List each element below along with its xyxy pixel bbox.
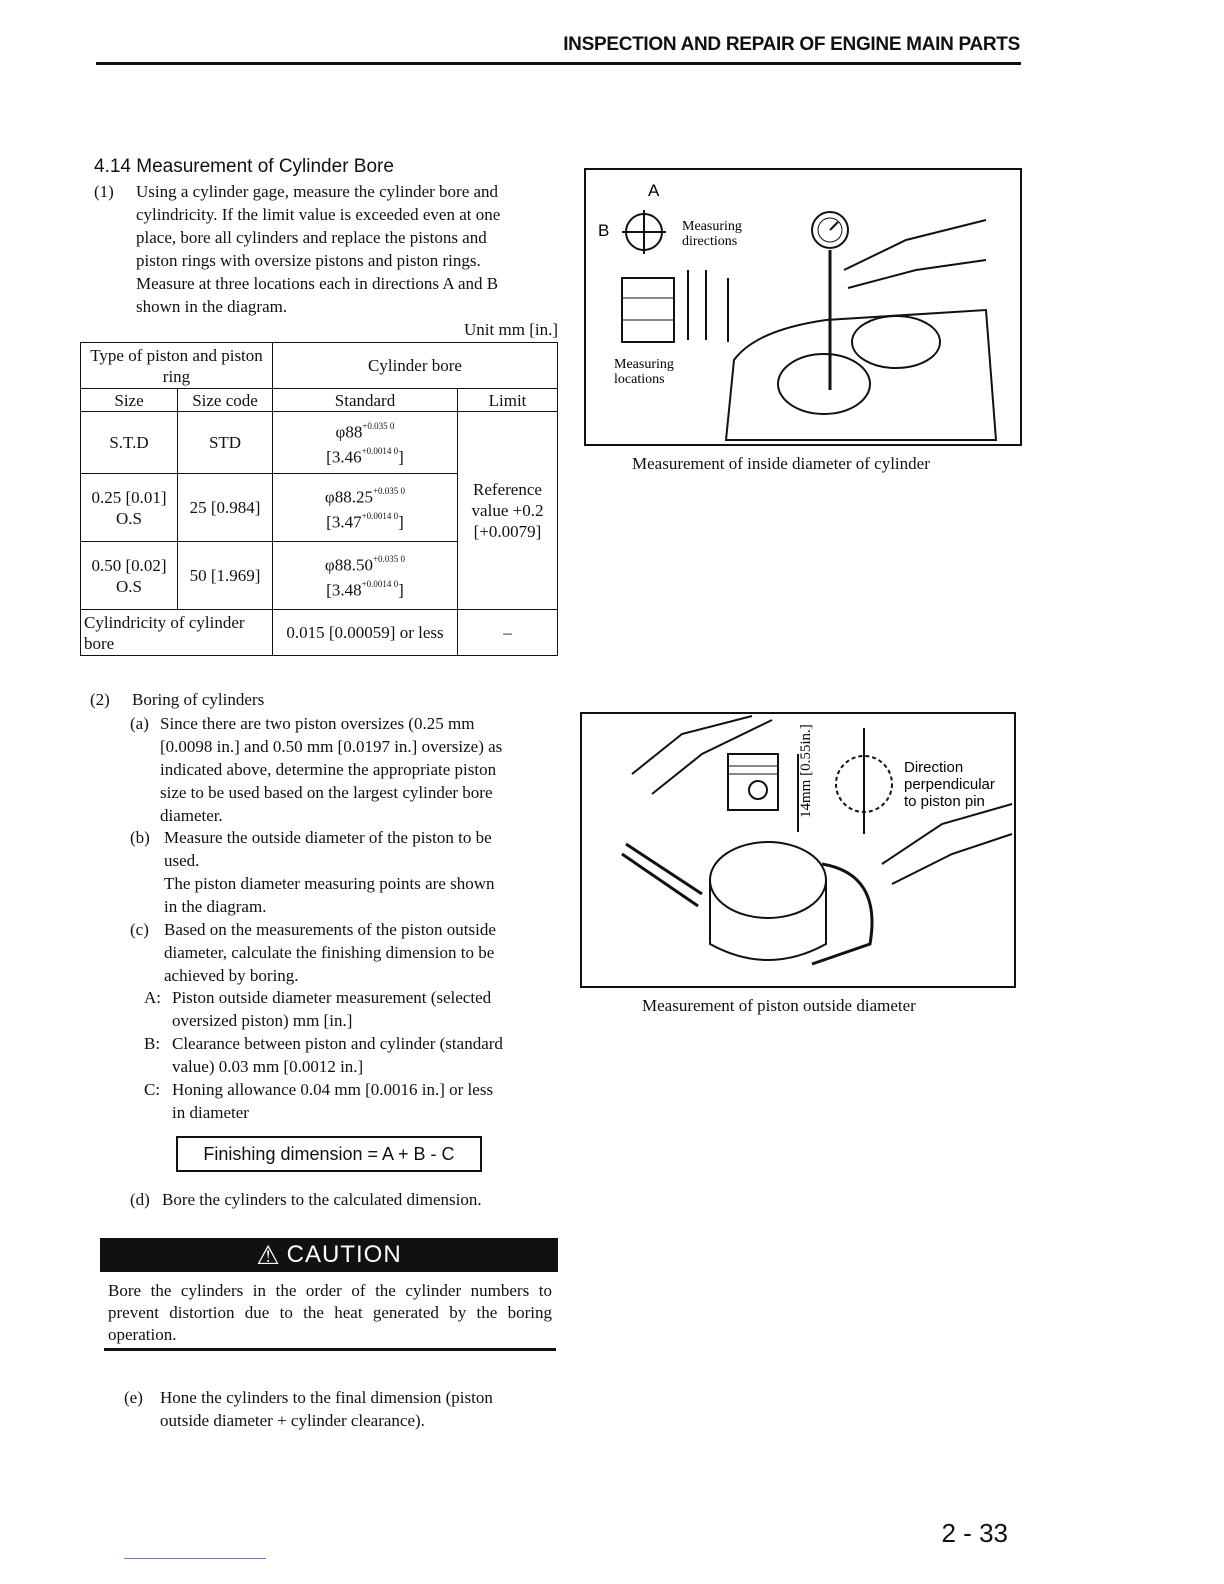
- label-a: A: [648, 181, 660, 200]
- cylinder-bore-table: [80, 342, 558, 656]
- micrometer-frame: [812, 864, 872, 964]
- step-a-line: indicated above, determine the appropriate piston: [160, 760, 497, 779]
- step-a-line: size to be used based on the largest cylinder bore: [160, 783, 493, 802]
- step1-number: (1): [94, 182, 114, 201]
- standard-in: [3.48: [326, 580, 362, 600]
- cylinder-gauge-illustration: [586, 170, 1020, 444]
- caution-banner: [100, 1238, 558, 1272]
- header-type: Type of piston and piston ring: [81, 343, 273, 389]
- step-c-text: [164, 918, 556, 987]
- key-a-line: Piston outside diameter measurement (selected: [172, 988, 492, 1007]
- header-rule: [96, 62, 1021, 65]
- piston-body: [710, 880, 826, 960]
- cylindricity-label: Cylindricity of cylinder bore: [81, 610, 273, 656]
- bracket-close: ]: [398, 580, 404, 600]
- piston-crown: [710, 842, 826, 918]
- right-arm: [882, 804, 1012, 884]
- locations-diagram: [622, 278, 674, 342]
- key-c-line: in diameter: [172, 1103, 249, 1122]
- step-a-line: [0.0098 in.] and 0.50 mm [0.0197 in.] oversize) as: [160, 737, 503, 756]
- footer-rule: [124, 1558, 266, 1559]
- step-b-line: Measure the outside diameter of the piston to be: [164, 828, 492, 847]
- tolerance-in: +0.0014 0: [361, 445, 399, 456]
- tolerance-in: +0.0014 0: [361, 578, 399, 589]
- tolerance-mm: +0.035 0: [372, 553, 406, 564]
- step1-line: Measure at three locations each in directions A and B: [136, 274, 499, 293]
- size-code-cell: STD: [178, 412, 273, 474]
- header-cylinder-bore: Cylinder bore: [273, 343, 558, 389]
- step-e-number: (e): [124, 1388, 143, 1407]
- size-cell: 0.50 [0.02] O.S: [81, 542, 178, 610]
- key-a: A:: [144, 988, 161, 1007]
- header-size-code: Size code: [178, 389, 273, 412]
- step-a-line: Since there are two piston oversizes (0.25 mm: [160, 714, 475, 733]
- bracket-close: ]: [398, 447, 404, 467]
- caution-text: Bore the cylinders in the order of the cylinder numbers to prevent distortion due to the heat generated by the boring operation.: [108, 1281, 552, 1344]
- standard-mm: φ88: [335, 422, 363, 442]
- measuring-directions-label: Measuring directions: [682, 219, 742, 249]
- size-code-cell: 25 [0.984]: [178, 474, 273, 542]
- running-header: INSPECTION AND REPAIR OF ENGINE MAIN PARTS: [563, 34, 1020, 55]
- step2-title: Boring of cylinders: [132, 690, 265, 709]
- key-a-text: [172, 986, 556, 1032]
- limit-cell: Reference value +0.2 [+0.0079]: [458, 412, 558, 610]
- standard-mm: φ88.25: [324, 487, 373, 507]
- step-c-number: (c): [130, 920, 149, 939]
- step2-number: (2): [90, 690, 110, 709]
- figure-piston-diameter: [580, 712, 1016, 988]
- key-b-line: value) 0.03 mm [0.0012 in.]: [172, 1057, 364, 1076]
- key-a-line: oversized piston) mm [in.]: [172, 1011, 353, 1030]
- tolerance-mm: +0.035 0: [362, 420, 395, 431]
- step-b-text: [164, 826, 556, 918]
- caution-title: CAUTION: [286, 1241, 402, 1268]
- step-b-line: The piston diameter measuring points are shown: [164, 874, 495, 893]
- step-c-line: diameter, calculate the finishing dimension to be: [164, 943, 495, 962]
- step-a-line: diameter.: [160, 806, 223, 825]
- label-b: B: [598, 221, 610, 240]
- dimension-label: 14mm [0.55in.]: [798, 724, 814, 818]
- step-e-line: Hone the cylinders to the final dimension (piston: [160, 1388, 493, 1407]
- step-c-line: achieved by boring.: [164, 966, 299, 985]
- key-b-text: [172, 1032, 556, 1078]
- size-cell: 0.25 [0.01] O.S: [81, 474, 178, 542]
- step-b-line: in the diagram.: [164, 897, 267, 916]
- caution-rule: [104, 1348, 556, 1351]
- figure-cylinder-bore: [584, 168, 1022, 446]
- bracket-close: ]: [398, 512, 404, 532]
- key-c: C:: [144, 1080, 161, 1099]
- micrometer-spindle: [622, 844, 702, 906]
- key-c-line: Honing allowance 0.04 mm [0.0016 in.] or less: [172, 1080, 494, 1099]
- header-size: Size: [81, 389, 178, 412]
- cylindricity-limit: –: [458, 610, 558, 656]
- step-d-text: Bore the cylinders to the calculated dimension.: [162, 1190, 482, 1209]
- standard-mm: φ88.50: [324, 555, 373, 575]
- key-c-text: [172, 1078, 556, 1124]
- size-code-cell: 50 [1.969]: [178, 542, 273, 610]
- tolerance-in: +0.0014 0: [361, 510, 399, 521]
- cylindricity-standard: 0.015 [0.00059] or less: [273, 610, 458, 656]
- step1-line: piston rings with oversize pistons and piston rings.: [136, 251, 481, 270]
- step1-line: place, bore all cylinders and replace the pistons and: [136, 228, 487, 247]
- standard-in: [3.46: [326, 447, 362, 467]
- standard-cell: [273, 542, 458, 610]
- finishing-dimension-formula: Finishing dimension = A + B - C: [176, 1136, 482, 1172]
- micrometer-illustration: [582, 714, 1014, 986]
- step1-line: cylindricity. If the limit value is exceeded even at one: [136, 205, 501, 224]
- standard-in: [3.47: [326, 512, 362, 532]
- figure1-caption: Measurement of inside diameter of cylinder: [632, 454, 930, 473]
- measuring-locations-label: Measuring locations: [614, 357, 674, 387]
- step-b-line: used.: [164, 851, 200, 870]
- direction-label: Direction perpendicular to piston pin: [904, 759, 995, 810]
- table-row: [81, 412, 558, 474]
- table-row: [81, 610, 558, 656]
- standard-cell: [273, 412, 458, 474]
- key-b: B:: [144, 1034, 161, 1053]
- step-e-line: outside diameter + cylinder clearance).: [160, 1411, 425, 1430]
- step-a-number: (a): [130, 714, 149, 733]
- key-b-line: Clearance between piston and cylinder (standard: [172, 1034, 503, 1053]
- header-standard: Standard: [273, 389, 458, 412]
- step-e-text: [160, 1386, 556, 1432]
- size-cell: S.T.D: [81, 412, 178, 474]
- section-title: 4.14 Measurement of Cylinder Bore: [94, 156, 394, 177]
- step-c-line: Based on the measurements of the piston outside: [164, 920, 496, 939]
- tolerance-mm: +0.035 0: [372, 485, 406, 496]
- page-number: 2 - 33: [941, 1518, 1008, 1548]
- header-limit: Limit: [458, 389, 558, 412]
- step-a-text: [160, 712, 556, 827]
- step1-line: Using a cylinder gage, measure the cylinder bore and: [136, 182, 499, 201]
- cylinder-block: [726, 310, 996, 440]
- step1-text: [136, 180, 560, 318]
- cylinder-bore: [778, 354, 870, 414]
- standard-cell: [273, 474, 458, 542]
- unit-label: Unit mm [in.]: [464, 320, 558, 339]
- step-b-number: (b): [130, 828, 150, 847]
- figure2-caption: Measurement of piston outside diameter: [642, 996, 916, 1015]
- warning-icon: ⚠: [256, 1239, 281, 1270]
- step-d-number: (d): [130, 1190, 150, 1209]
- step1-line: shown in the diagram.: [136, 297, 288, 316]
- hand-outline: [844, 220, 986, 288]
